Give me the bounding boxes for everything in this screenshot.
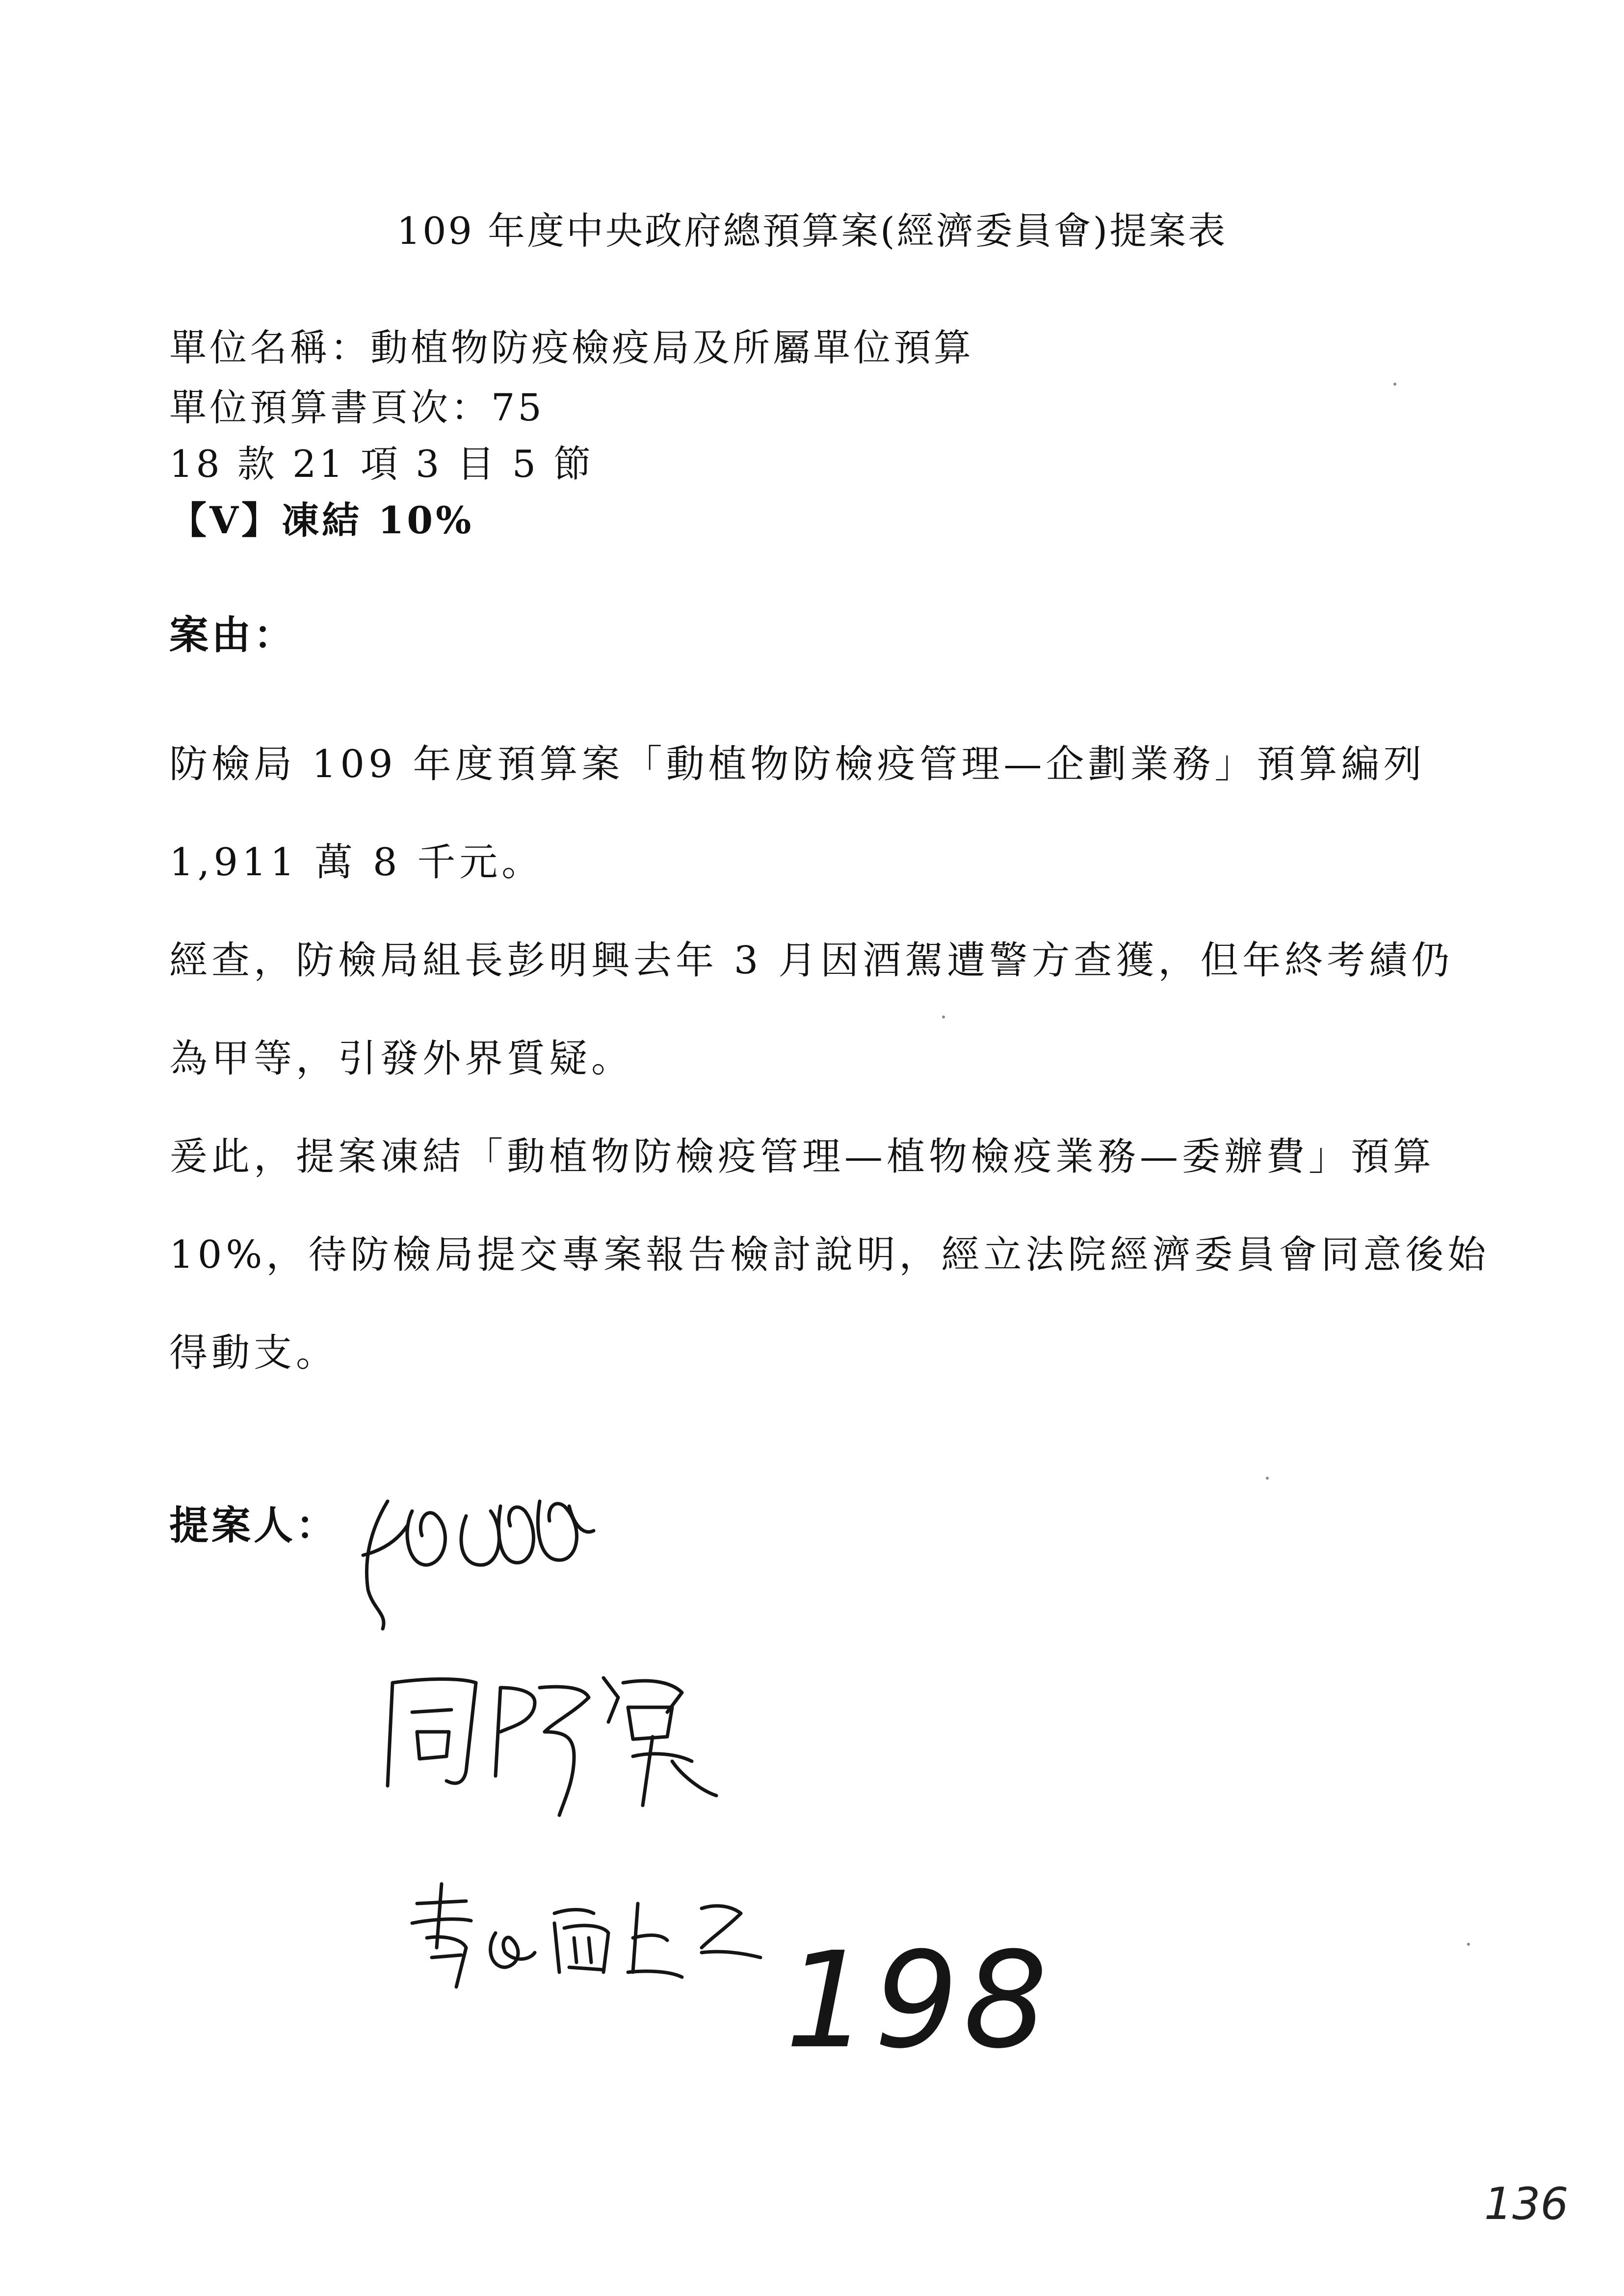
reason-paragraph-line: 爰此，提案凍結「動植物防檢疫管理—植物檢疫業務—委辦費」預算	[169, 1135, 1436, 1179]
freeze-action: 【V】凍結 10%	[169, 498, 474, 542]
signature-1	[353, 1482, 628, 1629]
budget-page: 單位預算書頁次：75	[169, 386, 545, 429]
reason-paragraph-line: 得動支。	[169, 1331, 339, 1375]
scan-speck	[1266, 1477, 1269, 1480]
reason-paragraph-line: 10%，待防檢局提交專案報告檢討說明，經立法院經濟委員會同意後始	[169, 1233, 1490, 1277]
signature-2	[378, 1658, 721, 1835]
document-title: 109 年度中央政府總預算案(經濟委員會)提案表	[396, 209, 1228, 253]
reason-paragraph-line: 1,911 萬 8 千元。	[169, 840, 544, 885]
proposer-label: 提案人：	[169, 1502, 338, 1548]
reason-paragraph-line: 為甲等，引發外界質疑。	[169, 1037, 634, 1081]
budget-item: 18 款 21 項 3 目 5 節	[169, 442, 594, 486]
unit-name: 單位名稱：動植物防疫檢疫局及所屬單位預算	[169, 326, 974, 369]
scan-speck	[942, 1016, 945, 1018]
signature-3	[407, 1874, 780, 2002]
scan-speck	[1467, 1943, 1470, 1946]
reason-heading: 案由：	[169, 612, 296, 658]
reason-paragraph-line: 經查，防檢局組長彭明興去年 3 月因酒駕遭警方查獲，但年終考績仍	[169, 939, 1454, 983]
scan-speck	[1393, 383, 1396, 386]
page-number: 136	[1484, 2178, 1569, 2230]
handwritten-number: 198	[785, 1923, 1053, 2078]
reason-paragraph-line: 防檢局 109 年度預算案「動植物防檢疫管理—企劃業務」預算編列	[169, 742, 1426, 786]
